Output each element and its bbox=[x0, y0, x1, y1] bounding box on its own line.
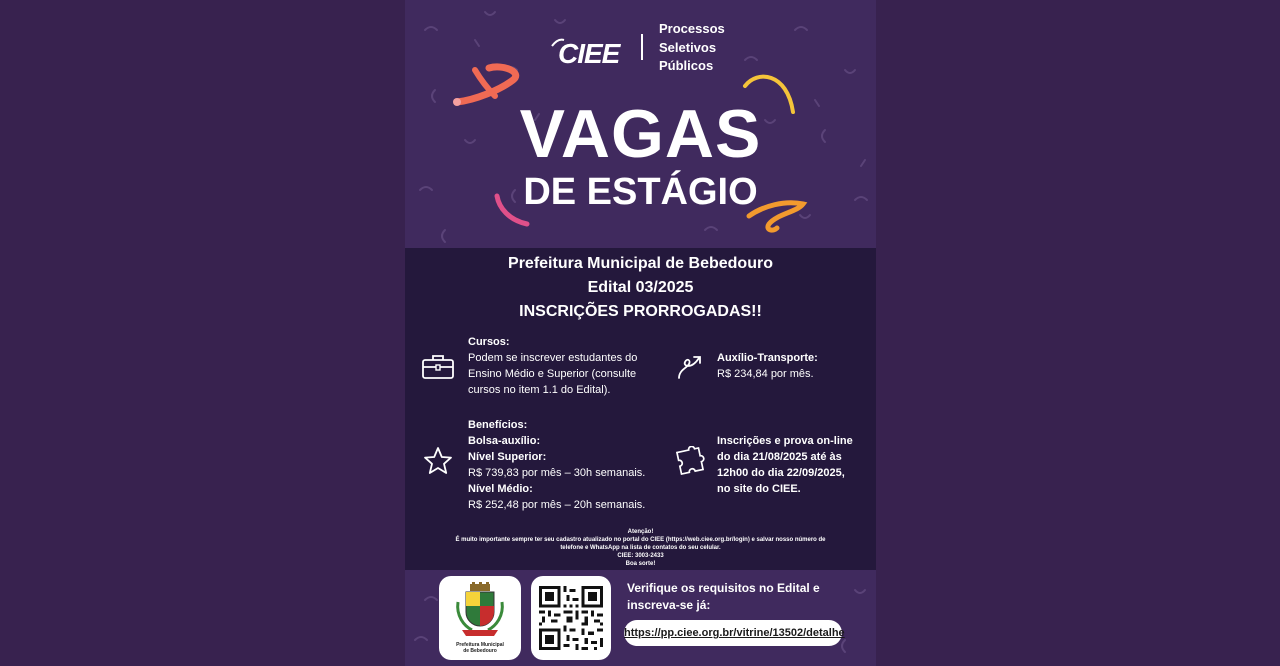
headline-vagas: VAGAS bbox=[519, 96, 762, 172]
verify-line: Verifique os requisitos no Edital e bbox=[627, 581, 820, 595]
inscricoes-line: do dia 21/08/2025 até às bbox=[717, 451, 842, 463]
attention-note bbox=[425, 528, 856, 568]
beneficios-title: Benefícios: bbox=[468, 419, 528, 431]
cursos-title: Cursos: bbox=[468, 336, 510, 348]
poster bbox=[405, 0, 876, 666]
star-icon bbox=[423, 446, 453, 476]
medio-value: R$ 252,48 por mês – 20h semanais. bbox=[468, 499, 646, 511]
org-name: Prefeitura Municipal de Bebedouro bbox=[508, 255, 773, 272]
program-tagline bbox=[659, 20, 725, 76]
note-line: Atenção! bbox=[627, 529, 654, 535]
superior-label: Nível Superior: bbox=[468, 451, 547, 463]
tagline-line: Públicos bbox=[659, 58, 714, 73]
inscricoes-line: no site do CIEE. bbox=[717, 483, 801, 495]
ciee-logo: CIEE bbox=[558, 38, 620, 69]
route-arrow-icon bbox=[675, 352, 705, 382]
verify-line: inscreva-se já: bbox=[627, 598, 711, 612]
verify-requirements-text bbox=[627, 580, 847, 614]
brand-header bbox=[405, 16, 876, 78]
medio-label: Nível Médio: bbox=[468, 483, 533, 495]
tagline-line: Processos bbox=[659, 21, 725, 36]
logo-divider bbox=[641, 34, 643, 60]
info-panel bbox=[405, 248, 876, 570]
qr-code-card[interactable] bbox=[531, 576, 611, 660]
auxilio-value: R$ 234,84 por mês. bbox=[717, 368, 814, 380]
pref-label-line: de Bebedouro bbox=[463, 648, 497, 654]
prefeitura-label bbox=[439, 642, 521, 654]
note-line: telefone e WhatsApp na lista de contatos do seu celular. bbox=[560, 545, 721, 551]
qr-code-icon[interactable] bbox=[539, 585, 603, 651]
registration-link[interactable]: https://pp.ciee.org.br/vitrine/13502/detalhe bbox=[624, 620, 842, 646]
note-line: CIEE: 3003-2433 bbox=[617, 553, 664, 559]
briefcase-icon bbox=[421, 354, 455, 380]
inscricoes-line: 12h00 do dia 22/09/2025, bbox=[717, 467, 845, 479]
beneficios-block bbox=[468, 417, 668, 513]
prefeitura-crest-card bbox=[439, 576, 521, 660]
registration-status: INSCRIÇÕES PRORROGADAS!! bbox=[519, 303, 762, 320]
city-crest-icon bbox=[454, 582, 506, 640]
inscricoes-block bbox=[717, 433, 867, 497]
pref-label-line: Prefeitura Municipal bbox=[456, 642, 504, 648]
tagline-line: Seletivos bbox=[659, 39, 717, 55]
cursos-line: Podem se inscrever estudantes do bbox=[468, 352, 638, 364]
auxilio-block bbox=[717, 350, 857, 382]
headline-estagio: DE ESTÁGIO bbox=[523, 171, 758, 213]
cursos-line: Ensino Médio e Superior (consulte bbox=[468, 368, 637, 380]
cursos-line: cursos no item 1.1 do Edital). bbox=[468, 384, 611, 396]
superior-value: R$ 739,83 por mês – 30h semanais. bbox=[468, 467, 646, 479]
bolsa-label: Bolsa-auxílio: bbox=[468, 435, 541, 447]
inscricoes-line: Inscrições e prova on-line bbox=[717, 435, 853, 447]
edital-number: Edital 03/2025 bbox=[587, 279, 694, 296]
cursos-block bbox=[468, 334, 658, 398]
note-line: Boa sorte! bbox=[625, 561, 656, 567]
auxilio-title: Auxílio-Transporte: bbox=[717, 352, 818, 364]
note-line: É muito importante sempre ter seu cadastro atualizado no portal do CIEE (https://web.ciee.org.br/login) e salvar nosso número de bbox=[455, 537, 826, 543]
puzzle-icon bbox=[675, 446, 705, 476]
